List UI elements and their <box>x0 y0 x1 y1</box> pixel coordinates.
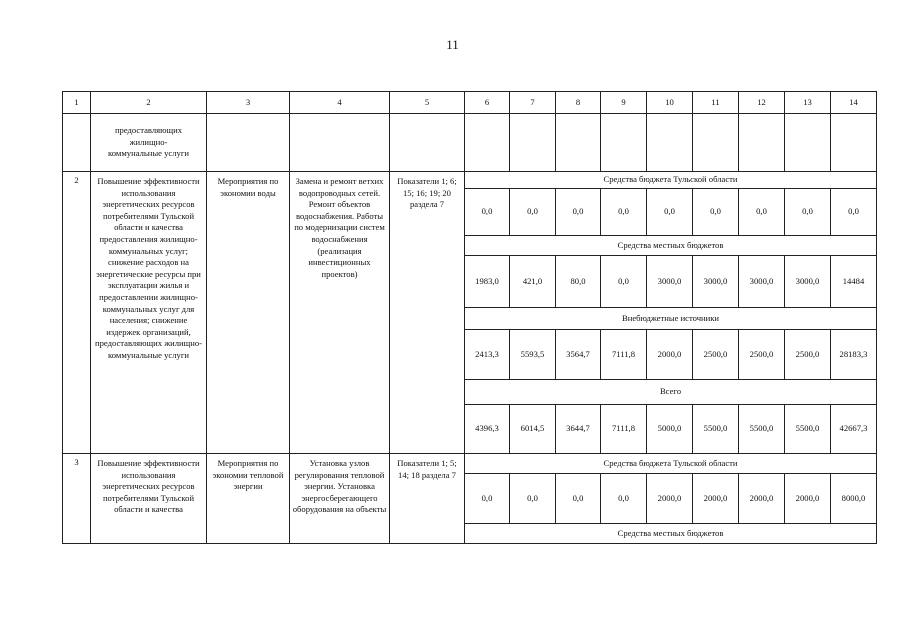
value-cell: 0,0 <box>601 189 647 236</box>
funding-source-label: Внебюджетные источники <box>465 308 877 330</box>
measure-name: Мероприятия по экономии тепловой энергии <box>207 454 290 544</box>
value-cell: 0,0 <box>556 474 601 524</box>
value-cell: 2500,0 <box>739 330 785 380</box>
value-cell: 2500,0 <box>693 330 739 380</box>
value-cell: 0,0 <box>465 474 510 524</box>
header-cell: 11 <box>693 92 739 114</box>
empty-cell <box>465 114 510 172</box>
value-cell: 8000,0 <box>831 474 877 524</box>
empty-cell <box>647 114 693 172</box>
funding-source-label: Средства бюджета Тульской области <box>465 172 877 189</box>
value-cell: 3564,7 <box>556 330 601 380</box>
empty-cell <box>556 114 601 172</box>
value-cell: 0,0 <box>510 474 556 524</box>
value-cell: 5500,0 <box>785 405 831 454</box>
value-cell: 5500,0 <box>739 405 785 454</box>
value-cell: 2413,3 <box>465 330 510 380</box>
indicators: Показатели 1; 6; 15; 16; 19; 20 раздела 7 <box>390 172 465 454</box>
value-cell: 7111,8 <box>601 405 647 454</box>
continuation-description: предоставляющих жилищно-коммунальные услуги <box>91 114 207 172</box>
value-cell: 2000,0 <box>785 474 831 524</box>
header-cell: 12 <box>739 92 785 114</box>
empty-cell <box>510 114 556 172</box>
value-cell: 0,0 <box>601 474 647 524</box>
value-cell: 2000,0 <box>647 474 693 524</box>
value-cell: 1983,0 <box>465 256 510 308</box>
funding-source-label: Средства местных бюджетов <box>465 236 877 256</box>
header-cell: 6 <box>465 92 510 114</box>
value-cell: 5593,5 <box>510 330 556 380</box>
value-cell: 5000,0 <box>647 405 693 454</box>
value-cell: 2000,0 <box>647 330 693 380</box>
empty-cell <box>831 114 877 172</box>
value-cell: 3000,0 <box>693 256 739 308</box>
value-cell: 0,0 <box>601 256 647 308</box>
header-cell: 8 <box>556 92 601 114</box>
goal-description: Повышение эффективности использования энергетических ресурсов потребителями Тульской области и качества <box>91 454 207 544</box>
value-cell: 4396,3 <box>465 405 510 454</box>
works-description: Замена и ремонт ветхих водопроводных сетей. Ремонт объектов водоснабжения. Работы по модернизации систем водоснабжения (реализация инвестиционных проектов) <box>290 172 390 454</box>
works-description: Установка узлов регулирования тепловой энергии. Установка энергосберегающего оборудования на объекты <box>290 454 390 544</box>
value-cell: 3000,0 <box>647 256 693 308</box>
page-number: 11 <box>446 37 459 52</box>
empty-cell <box>290 114 390 172</box>
value-cell: 3644,7 <box>556 405 601 454</box>
empty-cell <box>601 114 647 172</box>
value-cell: 6014,5 <box>510 405 556 454</box>
header-cell: 13 <box>785 92 831 114</box>
indicators: Показатели 1; 5; 14; 18 раздела 7 <box>390 454 465 544</box>
value-cell: 3000,0 <box>785 256 831 308</box>
header-row <box>63 92 877 114</box>
value-cell: 0,0 <box>556 189 601 236</box>
value-cell: 3000,0 <box>739 256 785 308</box>
goal-description: Повышение эффективности использования энергетических ресурсов потребителями Тульской области и качества предоставления жилищно-коммунальных услуг; снижение расходов на энергетические ресурсы при эксплуатации жилья и предоставлении жилищно-коммунальных услуг для населения; снижение издержек организаций, предоставляющих жилищно-коммунальные услуги <box>91 172 207 454</box>
program-table <box>62 91 877 544</box>
header-cell: 10 <box>647 92 693 114</box>
value-cell: 0,0 <box>510 189 556 236</box>
value-cell: 0,0 <box>465 189 510 236</box>
value-cell: 14484 <box>831 256 877 308</box>
measure-name: Мероприятия по экономии воды <box>207 172 290 454</box>
value-cell: 2000,0 <box>693 474 739 524</box>
continuation-row <box>63 114 877 172</box>
value-cell: 5500,0 <box>693 405 739 454</box>
empty-cell <box>785 114 831 172</box>
value-cell: 0,0 <box>739 189 785 236</box>
row-number: 3 <box>63 454 91 544</box>
value-cell: 0,0 <box>831 189 877 236</box>
header-cell: 3 <box>207 92 290 114</box>
empty-cell <box>390 114 465 172</box>
header-cell: 9 <box>601 92 647 114</box>
empty-cell <box>739 114 785 172</box>
funding-source-label: Средства бюджета Тульской области <box>465 454 877 474</box>
value-cell: 421,0 <box>510 256 556 308</box>
value-cell: 42667,3 <box>831 405 877 454</box>
value-cell: 0,0 <box>785 189 831 236</box>
empty-cell <box>207 114 290 172</box>
value-cell: 7111,8 <box>601 330 647 380</box>
header-cell: 7 <box>510 92 556 114</box>
header-cell: 4 <box>290 92 390 114</box>
row3-source-label-row <box>63 454 877 474</box>
header-cell: 5 <box>390 92 465 114</box>
empty-cell <box>693 114 739 172</box>
funding-source-label: Средства местных бюджетов <box>465 524 877 544</box>
header-cell: 14 <box>831 92 877 114</box>
value-cell: 2500,0 <box>785 330 831 380</box>
header-cell: 1 <box>63 92 91 114</box>
value-cell: 80,0 <box>556 256 601 308</box>
empty-cell <box>63 114 91 172</box>
value-cell: 0,0 <box>647 189 693 236</box>
funding-source-label: Всего <box>465 380 877 405</box>
value-cell: 2000,0 <box>739 474 785 524</box>
value-cell: 28183,3 <box>831 330 877 380</box>
row-number: 2 <box>63 172 91 454</box>
header-cell: 2 <box>91 92 207 114</box>
row2-source-label-row <box>63 172 877 189</box>
value-cell: 0,0 <box>693 189 739 236</box>
